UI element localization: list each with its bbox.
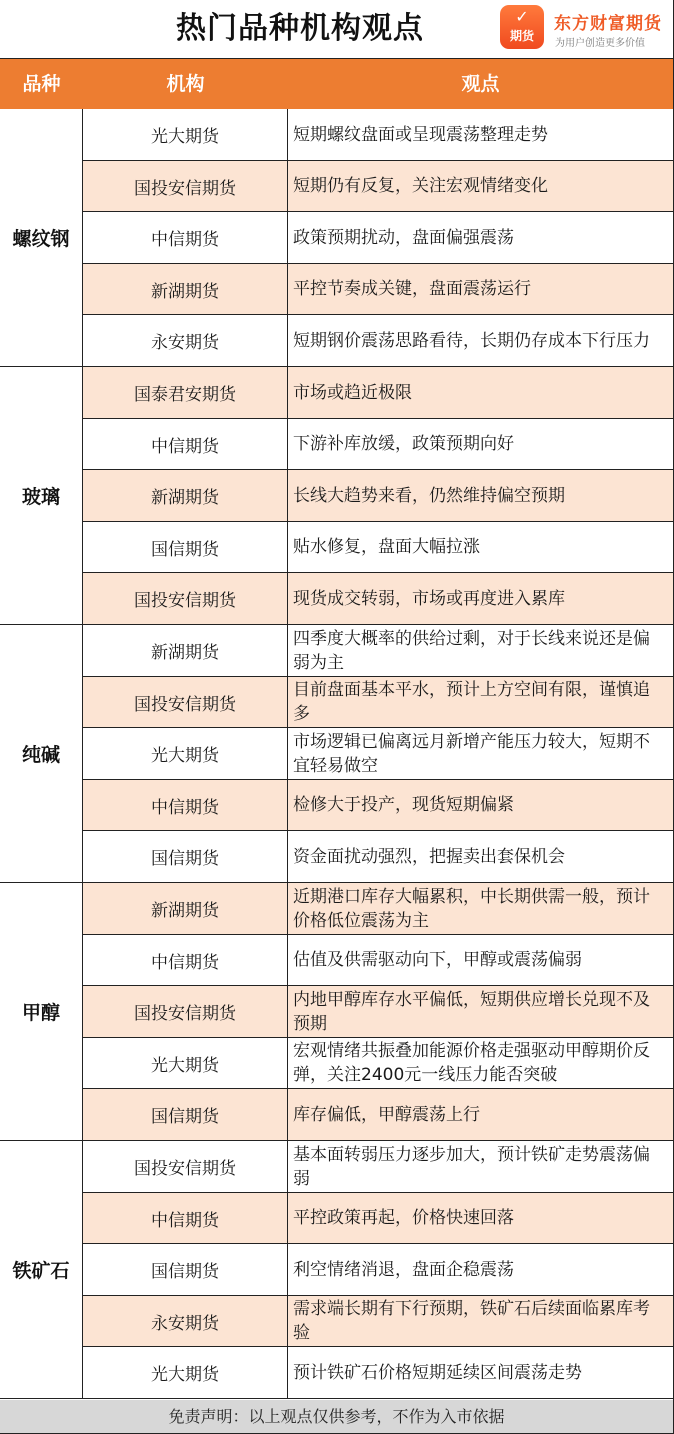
view-cell: 基本面转弱压力逐步加大，预计铁矿走势震荡偏弱	[293, 1144, 650, 1189]
view-cell: 市场或趋近极限	[293, 382, 412, 403]
view-cell: 贴水修复，盘面大幅拉涨	[293, 537, 480, 557]
table-row	[83, 573, 673, 625]
table-row	[83, 1089, 673, 1141]
table-row	[83, 883, 673, 935]
view-cell: 市场逻辑已偏离远月新增产能压力较大，短期不宜轻易做空	[293, 731, 650, 776]
view-cell: 资金面扰动强烈，把握卖出套保机会	[293, 846, 565, 867]
table-row	[83, 1193, 673, 1244]
table-row	[83, 522, 673, 573]
table-row	[83, 161, 673, 212]
view-cell: 现货成交转弱，市场或再度进入累库	[293, 588, 565, 609]
view-cell: 目前盘面基本平水，预计上方空间有限，谨慎追多	[293, 680, 650, 724]
table-row	[83, 264, 673, 315]
disclaimer: 免责声明：以上观点仅供参考，不作为入市依据	[0, 1400, 673, 1433]
view-cell: 利空情绪消退，盘面企稳震荡	[293, 1259, 514, 1280]
institution-cell: 国投安信期货	[83, 161, 288, 211]
institution-cell: 国信期货	[83, 1089, 288, 1140]
table-row	[83, 1141, 673, 1193]
logo-icon-text: 期货	[509, 29, 534, 43]
table-row	[83, 625, 673, 677]
view-cell: 内地甲醇库存水平偏低，短期供应增长兑现不及预期	[293, 989, 650, 1034]
view-cell: 平控政策再起，价格快速回落	[293, 1208, 514, 1228]
institution-cell: 中信期货	[83, 212, 288, 263]
institution-cell: 永安期货	[83, 315, 288, 366]
institution-cell: 光大期货	[83, 728, 288, 779]
table-row	[83, 470, 673, 522]
institution-cell: 国信期货	[83, 1244, 288, 1295]
view-cell: 平控节奏成关键，盘面震荡运行	[293, 279, 531, 299]
header-variety: 品种	[22, 73, 61, 95]
table-row	[83, 1244, 673, 1296]
table-row	[83, 109, 673, 161]
view-cell: 宏观情绪共振叠加能源价格走强驱动甲醇期价反弹，关注2400元一线压力能否突破	[293, 1041, 650, 1085]
view-cell: 检修大于投产，现货短期偏紧	[293, 795, 514, 815]
logo-icon	[500, 5, 544, 49]
header-view: 观点	[461, 73, 500, 95]
table-row	[83, 212, 673, 264]
institution-cell: 新湖期货	[83, 625, 288, 676]
logo-slogan: 为用户创造更多价值	[555, 38, 645, 49]
table-row	[83, 1347, 673, 1399]
table-row	[83, 986, 673, 1038]
table-header	[0, 59, 673, 109]
table-row	[83, 780, 673, 831]
institution-cell: 国投安信期货	[83, 986, 288, 1037]
table-row	[83, 1296, 673, 1347]
logo-mark-icon: ✓	[515, 7, 529, 26]
institution-cell: 国投安信期货	[83, 573, 288, 624]
table-row	[83, 728, 673, 780]
view-cell: 库存偏低，甲醇震荡上行	[293, 1104, 480, 1125]
institution-cell: 国泰君安期货	[83, 367, 288, 418]
table-row	[83, 831, 673, 883]
institution-cell: 国投安信期货	[83, 1141, 288, 1192]
institution-cell: 光大期货	[83, 1038, 288, 1088]
table-row	[83, 935, 673, 986]
institution-cell: 永安期货	[83, 1296, 288, 1346]
view-cell: 需求端长期有下行预期，铁矿石后续面临累库考验	[293, 1299, 650, 1343]
institution-cell: 国信期货	[83, 522, 288, 572]
table-row	[83, 1038, 673, 1089]
table-row	[83, 677, 673, 728]
variety-cell: 玻璃	[0, 367, 83, 625]
page-title: 热门品种机构观点	[176, 11, 424, 46]
view-cell: 短期仍有反复，关注宏观情绪变化	[293, 176, 548, 196]
logo-name: 东方财富期货	[554, 14, 662, 34]
view-cell: 下游补库放缓，政策预期向好	[293, 434, 514, 454]
view-cell: 近期港口库存大幅累积，中长期供需一般，预计价格低位震荡为主	[293, 886, 650, 931]
institution-cell: 国投安信期货	[83, 677, 288, 727]
institution-cell: 新湖期货	[83, 264, 288, 314]
variety-cell: 螺纹钢	[0, 109, 83, 367]
institution-cell: 中信期货	[83, 780, 288, 830]
view-cell: 政策预期扰动，盘面偏强震荡	[293, 227, 514, 248]
institution-cell: 光大期货	[83, 109, 288, 160]
table-row	[83, 315, 673, 367]
institution-cell: 中信期货	[83, 419, 288, 469]
institution-cell: 中信期货	[83, 935, 288, 985]
view-cell: 估值及供需驱动向下，甲醇或震荡偏弱	[293, 950, 582, 970]
variety-cell: 铁矿石	[0, 1141, 83, 1399]
table-row	[83, 367, 673, 419]
header-institution: 机构	[166, 73, 205, 95]
institution-cell: 新湖期货	[83, 883, 288, 934]
institution-cell: 中信期货	[83, 1193, 288, 1243]
variety-cell: 纯碱	[0, 625, 83, 883]
title-bar	[0, 0, 673, 59]
institution-cell: 新湖期货	[83, 470, 288, 521]
brand-logo	[500, 5, 670, 53]
view-cell: 短期螺纹盘面或呈现震荡整理走势	[293, 124, 548, 145]
view-cell: 短期钢价震荡思路看待，长期仍存成本下行压力	[293, 330, 650, 351]
variety-cell: 甲醇	[0, 883, 83, 1141]
institution-cell: 国信期货	[83, 831, 288, 882]
view-cell: 四季度大概率的供给过剩，对于长线来说还是偏弱为主	[293, 628, 650, 673]
view-cell: 长线大趋势来看，仍然维持偏空预期	[293, 485, 565, 506]
institution-cell: 光大期货	[83, 1347, 288, 1398]
view-cell: 预计铁矿石价格短期延续区间震荡走势	[293, 1362, 582, 1383]
table-row	[83, 419, 673, 470]
